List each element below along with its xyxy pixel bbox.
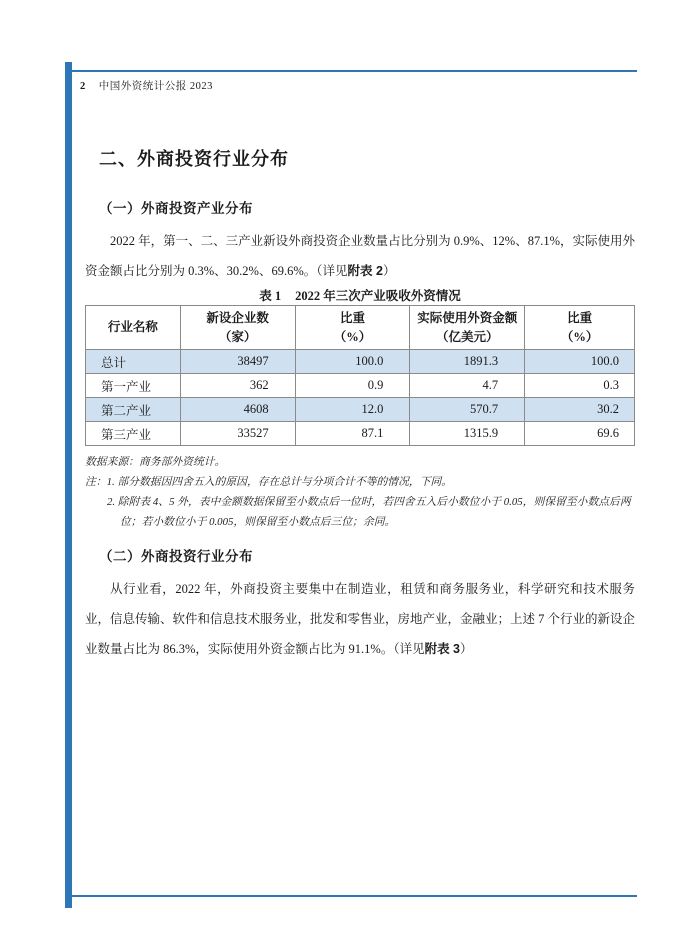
- book-title: 中国外资统计公报 2023: [98, 81, 213, 92]
- header-rule: [65, 70, 637, 72]
- cell-share-enterprises: 0.9: [295, 374, 410, 398]
- page-content: [85, 140, 635, 664]
- cell-new-enterprises: 33527: [180, 422, 295, 446]
- cell-share-enterprises: 87.1: [295, 422, 410, 446]
- table-caption: [85, 288, 635, 305]
- subsection-1-heading: （一）外商投资产业分布: [99, 201, 253, 216]
- cell-industry: 第一产业: [86, 374, 181, 398]
- cell-share-enterprises: 12.0: [295, 398, 410, 422]
- cell-share-fdi: 30.2: [525, 398, 635, 422]
- cell-new-enterprises: 38497: [180, 350, 295, 374]
- table-header-row: [86, 306, 635, 350]
- cell-industry: 总计: [86, 350, 181, 374]
- cell-share-fdi: 0.3: [525, 374, 635, 398]
- col-header-share-enterprises: 比重 （%）: [295, 306, 410, 350]
- col-header-new-enterprises: 新设企业数 （家）: [180, 306, 295, 350]
- cell-fdi-amount: 1891.3: [410, 350, 525, 374]
- paragraph-1-appendix-ref: 附表 2: [347, 264, 383, 278]
- table-caption-label: 表 1: [259, 289, 282, 303]
- table-row-total: [86, 350, 635, 374]
- cell-share-fdi: 100.0: [525, 350, 635, 374]
- cell-new-enterprises: 362: [180, 374, 295, 398]
- cell-share-fdi: 69.6: [525, 422, 635, 446]
- page-number: 2: [80, 81, 86, 92]
- note-1-text: 1. 部分数据因四舍五入的原因，存在总计与分项合计不等的情况，下同。: [106, 476, 453, 488]
- cell-fdi-amount: 1315.9: [410, 422, 525, 446]
- running-header: [80, 78, 213, 93]
- table-row-tertiary: [86, 422, 635, 446]
- cell-fdi-amount: 4.7: [410, 374, 525, 398]
- table-note-2: 2. 除附表 4、5 外，表中金额数据保留至小数点后一位时，若四舍五入后小数位小于 0.05，则保留至小数点后两位；若小数位小于 0.005，则保留至小数点后三位；余同。: [107, 496, 631, 528]
- cell-new-enterprises: 4608: [180, 398, 295, 422]
- paragraph-2: [85, 574, 635, 664]
- col-header-fdi-amount: 实际使用外资金额 （亿美元）: [410, 306, 525, 350]
- table-caption-title: 2022 年三次产业吸收外资情况: [295, 289, 461, 303]
- table-row-primary: [86, 374, 635, 398]
- paragraph-2-text: 从行业看，2022 年，外商投资主要集中在制造业，租赁和商务服务业，科学研究和技术服务业，信息传输、软件和信息技术服务业，批发和零售业，房地产业，金融业；上述 7 个行业的新设企业数量占比为 86.3%，实际使用外资金额占比为 91.1%。（详见: [85, 582, 636, 656]
- left-accent-bar: [65, 62, 72, 908]
- table-notes: [85, 452, 635, 532]
- paragraph-1-text: 2022 年，第一、二、三产业新设外商投资企业数量占比分别为 0.9%、12%、87.1%，实际使用外资金额占比分别为 0.3%、30.2%、69.6%。（详见: [85, 234, 635, 278]
- paragraph-2-appendix-ref: 附表 3: [424, 642, 461, 656]
- col-header-industry: 行业名称: [86, 306, 181, 350]
- paragraph-1-tail: ）: [382, 264, 396, 278]
- cell-industry: 第二产业: [86, 398, 181, 422]
- table-source: 数据来源：商务部外资统计。: [85, 456, 226, 468]
- subsection-2-heading: （二）外商投资行业分布: [99, 549, 253, 564]
- table-row-secondary: [86, 398, 635, 422]
- section-title: 二、外商投资行业分布: [99, 149, 289, 169]
- industry-absorption-table: [85, 305, 635, 446]
- footer-rule: [65, 895, 637, 897]
- cell-industry: 第三产业: [86, 422, 181, 446]
- table-note-1: [85, 472, 635, 492]
- paragraph-1: [85, 226, 635, 286]
- col-header-share-fdi: 比重 （%）: [525, 306, 635, 350]
- cell-fdi-amount: 570.7: [410, 398, 525, 422]
- cell-share-enterprises: 100.0: [295, 350, 410, 374]
- paragraph-2-tail: ）: [460, 642, 473, 656]
- note-label: 注：: [85, 476, 107, 488]
